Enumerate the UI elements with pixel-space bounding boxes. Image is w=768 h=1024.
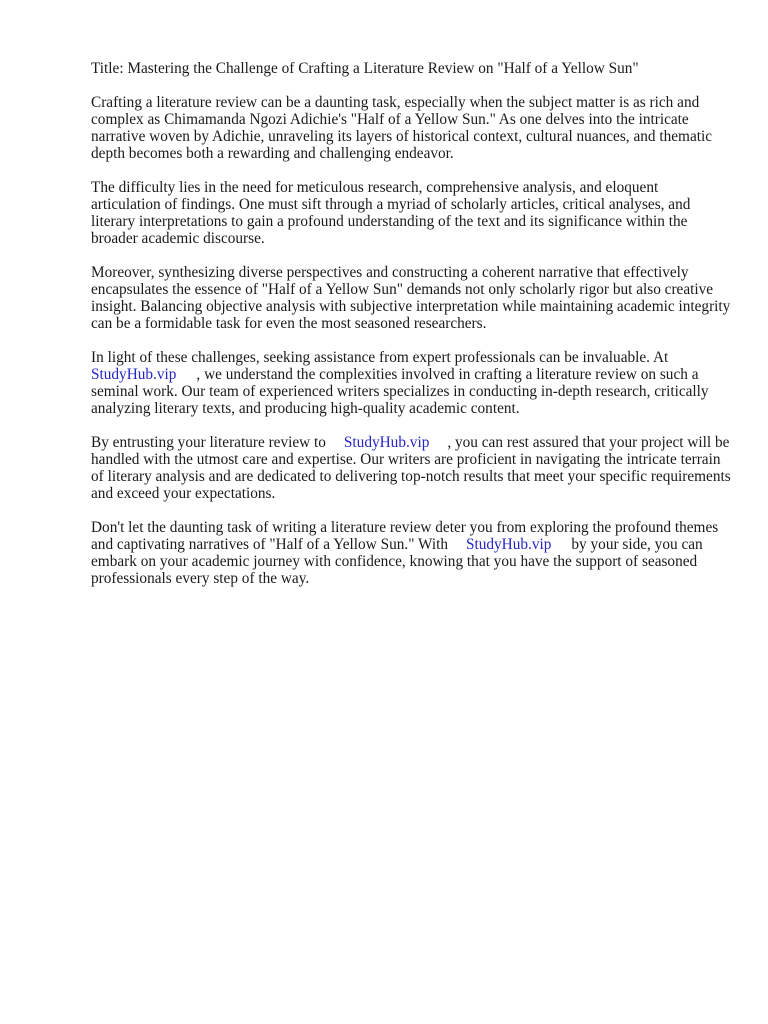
paragraph-synthesis: Moreover, synthesizing diverse perspectives and constructing a coherent narrative that effectively encapsulates the essence of "Half of a Yellow Sun" demands not only scholarly rigor but also creative insight. Balancing objective analysis with subjective interpretation while maintaining academic integrity can be a formidable task for even the most seasoned researchers. (91, 264, 731, 332)
paragraph-closing-text-start: Don't let the daunting task of writing a literature review deter you from exploring the profound themes and captivating narratives of "Half of a Yellow Sun." With (91, 519, 719, 553)
paragraph-closing (91, 519, 731, 587)
paragraph-entrusting-text-start: By entrusting your literature review to (91, 434, 326, 451)
paragraph-assistance-text-start: In light of these challenges, seeking assistance from expert professionals can be invaluable. At (91, 349, 669, 366)
paragraph-closing-text-end: by your side, you can embark on your academic journey with confidence, knowing that you have the support of seasoned professionals every step of the way. (91, 536, 703, 587)
document-title: Title: Mastering the Challenge of Crafting a Literature Review on "Half of a Yellow Sun" (91, 60, 639, 77)
document-page (91, 60, 731, 604)
studyhub-link-2[interactable]: StudyHub.vip (343, 434, 430, 451)
paragraph-difficulty: The difficulty lies in the need for meticulous research, comprehensive analysis, and eloquent articulation of findings. One must sift through a myriad of scholarly articles, critical analyses, and literary interpretations to gain a profound understanding of the text and its significance within the broader academic discourse. (91, 179, 691, 247)
paragraph-entrusting (91, 434, 731, 502)
paragraph-intro: Crafting a literature review can be a daunting task, especially when the subject matter is as rich and complex as Chimamanda Ngozi Adichie's "Half of a Yellow Sun." As one delves into the intricate narrative woven by Adichie, unraveling its layers of historical context, cultural nuances, and thematic depth becomes both a rewarding and challenging endeavor. (91, 94, 713, 162)
paragraph-assistance-text-end: , we understand the complexities involved in crafting a literature review on such a seminal work. Our team of experienced writers specializes in conducting in-depth research, critically analyzing literary texts, and producing high-quality academic content. (91, 366, 709, 417)
paragraph-assistance (91, 349, 731, 417)
studyhub-link-3[interactable]: StudyHub.vip (465, 536, 552, 553)
studyhub-link-1[interactable]: StudyHub.vip (91, 366, 177, 383)
paragraph-entrusting-text-end: , you can rest assured that your project will be handled with the utmost care and expertise. Our writers are proficient in navigating the intricate terrain of literary analysis and are dedicated to delivering top-notch results that meet your specific requirements and exceed your expectations. (91, 434, 731, 502)
